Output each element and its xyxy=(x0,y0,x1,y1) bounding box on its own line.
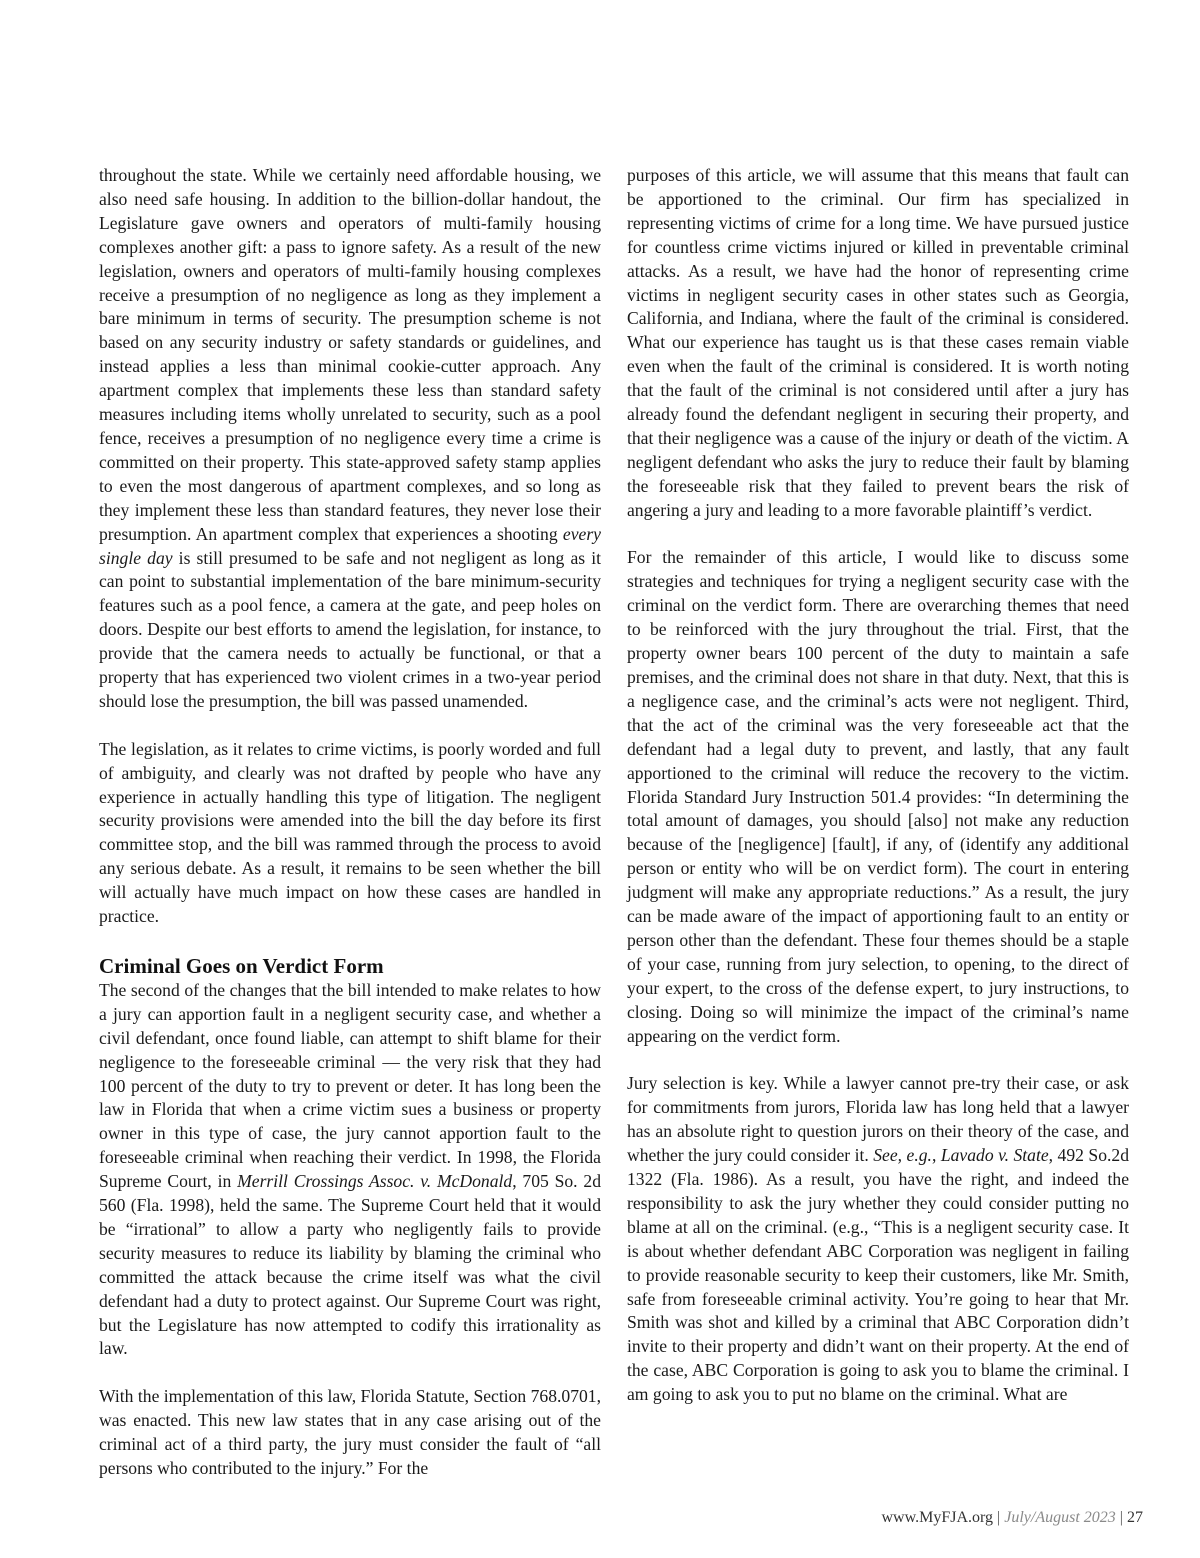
paragraph-apportion-fault: The second of the changes that the bill intended to make relates to how a jury can apportion fault in a negligent security case, and whether a civil defendant, once found liable, can attempt to shift blame for their negligence to the foreseeable criminal — the very risk that they had 100 percent of the duty to try to prevent or deter. It has long been the law in Florida that when a crime victim sues a business or property owner in this type of case, the jury cannot apportion fault to the foreseeable criminal when reaching their verdict. In 1998, the Florida Supreme Court, in Merrill Crossings Assoc. v. McDonald, 705 So. 2d 560 (Fla. 1998), held the same. The Supreme Court held that it would be “irrational” to allow a party who negligently fails to provide security measures to reduce its liability by blaming the criminal who committed the attack because the crime itself was what the civil defendant had a duty to protect against. Our Supreme Court was right, but the Legislature has now attempted to codify this irrationality as law. xyxy=(99,979,601,1359)
footer-separator: | xyxy=(997,1509,1001,1526)
footer-issue-date: July/August 2023 xyxy=(1004,1509,1116,1526)
article-column-right xyxy=(627,164,1129,1407)
case-citation-merrill: Merrill Crossings Assoc. v. McDonald xyxy=(237,1171,513,1192)
paragraph-fault-apportioned: purposes of this article, we will assume that this means that fault can be apportioned to the criminal. Our firm has specialized in representing victims of crime for a long time. We have pursued justice for countless crime victims injured or killed in preventable criminal attacks. As a result, we have had the honor of representing crime victims in negligent security cases in other states such as Georgia, California, and Indiana, where the fault of the criminal is considered. What our experience has taught us is that these cases remain viable even when the fault of the criminal is considered. It is worth noting that the fault of the criminal is not considered until after a jury has already found the defendant negligent in securing their property, and that their negligence was a cause of the injury or death of the victim. A negligent defendant who asks the jury to reduce their fault by blaming the foreseeable risk that they failed to prevent bears the risk of angering a jury and leading to a more favorable plaintiff’s verdict. xyxy=(627,165,1129,520)
paragraph-housing-presumption: throughout the state. While we certainly need affordable housing, we also need safe housing. In addition to the billion-dollar handout, the Legislature gave owners and operators of multi-family housing complexes another gift: a pass to ignore safety. As a result of the new legislation, owners and operators of multi-family housing complexes receive a presumption of no negligence as long as they implement a bare minimum in terms of security. The presumption scheme is not based on any security industry or safety standards or guidelines, and instead applies a less than minimal cookie-cutter approach. Any apartment complex that implements these less than standard safety measures including items wholly unrelated to security, such as a pool fence, receives a presumption of no negligence every time a crime is committed on their property. This state-approved safety stamp applies to even the most dangerous of apartment complexes, and so long as they implement these less than standard features, they never lose their presumption. An apartment complex that experiences a shooting every single day is still presumed to be safe and not negligent as long as it can point to substantial implementation of the bare minimum-security features such as a pool fence, a camera at the gate, and peep holes on doors. Despite our best efforts to amend the legislation, for instance, to provide that the camera needs to actually be functional, or that a property that has experienced two violent crimes in a two-year period should lose the presumption, the bill was passed unamended. xyxy=(99,165,601,711)
footer-website: www.MyFJA.org xyxy=(881,1509,994,1526)
paragraph-trial-themes: For the remainder of this article, I would like to discuss some strategies and techniques for trying a negligent security case with the criminal on the verdict form. There are overarching themes that need to be reinforced with the jury throughout the trial. First, that the property owner bears 100 percent of the duty to maintain a safe premises, and the criminal does not share in that duty. Next, that this is a negligence case, and the criminal’s acts were not negligent. Third, that the act of the criminal was the very foreseeable act that the defendant had a legal duty to prevent, and lastly, that any fault apportioned to the criminal will reduce the recovery to the victim. Florida Standard Jury Instruction 501.4 provides: “In determining the total amount of damages, you should [also] not make any reduction because of the [negligence] [fault], if any, of (identify any additional person or entity who will be on verdict form). The court in entering judgment will make any appropriate reductions.” As a result, the jury can be made aware of the impact of apportioning fault to an entity or person other than the defendant. These four themes should be a staple of your case, running from jury selection, to opening, to the direct of your expert, to the cross of the defense expert, to jury instructions, to closing. Doing so will minimize the impact of the criminal’s name appearing on the verdict form. xyxy=(627,547,1129,1046)
emphasis-every-single-day: every single day xyxy=(99,523,601,568)
paragraph-legislation-ambiguity: The legislation, as it relates to crime victims, is poorly worded and full of ambiguity, and clearly was not drafted by people who have any experience in actually handling this type of litigation. The negligent security provisions were amended into the bill the day before its first committee stop, and the bill was rammed through the process to avoid any serious debate. As a result, it remains to be seen whether the bill will actually have much impact on how these cases are handled in practice. xyxy=(99,738,601,927)
page-number: 27 xyxy=(1127,1509,1143,1526)
paragraph-jury-selection: Jury selection is key. While a lawyer cannot pre-try their case, or ask for commitments from jurors, Florida law has long held that a lawyer has an absolute right to question jurors on their theory of the case, and whether the jury could consider it. See, e.g., Lavado v. State, 492 So.2d 1322 (Fla. 1986). As a result, you have the right, and indeed the responsibility to ask the jury whether they could consider putting no blame at all on the criminal. (e.g., “This is a negligent security case. It is about whether defendant ABC Corporation was negligent in failing to provide reasonable security to keep their customers, like Mr. Smith, safe from foreseeable criminal activity. You’re going to hear that Mr. Smith was shot and killed by a criminal that ABC Corporation didn’t invite to their property and didn’t want on their property. At the end of the case, ABC Corporation is going to ask you to blame the criminal. I am going to ask you to put no blame on the criminal. What are xyxy=(627,1073,1129,1405)
article-column-left xyxy=(99,164,601,1481)
signal-see-eg: See, e.g. xyxy=(873,1145,932,1166)
page-footer xyxy=(700,1507,1143,1529)
case-citation-lavado: Lavado v. State xyxy=(940,1145,1049,1166)
footer-separator-2: | xyxy=(1119,1509,1123,1526)
paragraph-statute-768: With the implementation of this law, Florida Statute, Section 768.0701, was enacted. This new law states that in any case arising out of the criminal act of a third party, the jury must consider the fault of “all persons who contributed to the injury.” For the xyxy=(99,1386,601,1478)
section-heading-criminal-verdict-form: Criminal Goes on Verdict Form xyxy=(99,953,384,978)
